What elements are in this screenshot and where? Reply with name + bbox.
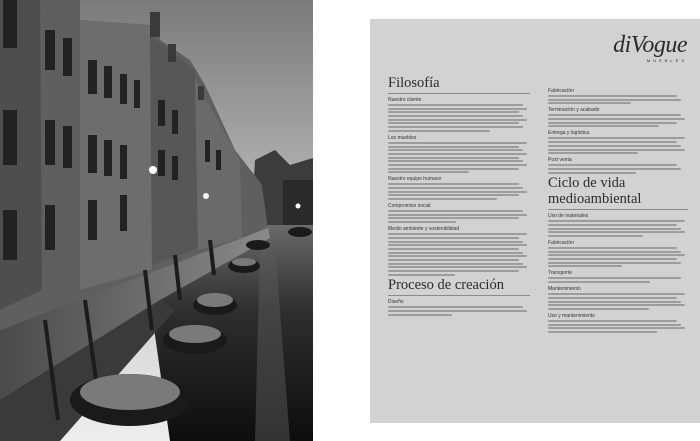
text-line <box>548 224 677 226</box>
text-line <box>548 145 681 147</box>
text-line <box>388 142 527 144</box>
text-line <box>388 104 523 106</box>
body-paragraph <box>388 104 530 132</box>
body-paragraph <box>388 183 530 200</box>
section-heading: Diseño <box>388 299 404 306</box>
text-line <box>388 255 527 257</box>
text-line <box>548 324 681 326</box>
section-heading: Mantenimiento <box>548 286 581 293</box>
text-line <box>388 241 523 243</box>
text-line <box>388 306 523 308</box>
text-line <box>388 210 523 212</box>
body-paragraph <box>388 142 530 174</box>
body-paragraph <box>548 114 688 127</box>
section-heading: Nuestro equipo humano <box>388 176 442 183</box>
section-heading: Uso de materiales <box>548 213 589 220</box>
text-line <box>548 277 681 279</box>
text-line <box>548 235 643 237</box>
text-line <box>548 141 677 143</box>
text-line <box>388 270 519 272</box>
section-heading: Los muebles <box>388 134 417 141</box>
text-line <box>388 314 452 316</box>
text-line <box>548 247 677 249</box>
text-line <box>548 297 677 299</box>
text-line <box>388 248 519 250</box>
text-line <box>388 187 523 189</box>
text-line <box>548 308 649 310</box>
text-line <box>388 221 456 223</box>
body-paragraph <box>548 164 688 173</box>
section-heading: Nuestro cliente <box>388 97 422 103</box>
body-paragraph <box>388 306 530 315</box>
text-line <box>388 237 519 239</box>
body-paragraph <box>548 293 688 310</box>
text-line <box>548 262 681 264</box>
title-divider <box>388 93 530 94</box>
text-line <box>548 320 677 322</box>
text-line <box>388 108 527 110</box>
text-line <box>388 214 527 216</box>
text-line <box>388 263 523 265</box>
text-line <box>548 164 677 166</box>
text-line <box>388 310 527 312</box>
text-line <box>388 126 523 128</box>
text-line <box>388 119 527 121</box>
brand-tagline: MUEBLES <box>646 58 687 63</box>
text-line <box>548 149 685 151</box>
text-line <box>388 252 523 254</box>
text-line <box>548 327 685 329</box>
text-line <box>548 95 677 97</box>
section-heading: Fabricación <box>548 88 574 94</box>
text-line <box>388 111 519 113</box>
text-line <box>548 265 622 267</box>
text-line <box>388 194 519 196</box>
section-heading: Terminación y acabado <box>548 107 600 114</box>
body-paragraph <box>388 233 530 276</box>
body-paragraph <box>388 210 530 223</box>
text-line <box>548 114 681 116</box>
body-paragraph <box>548 277 688 283</box>
venice-canal-photo <box>0 0 313 441</box>
section-title: Proceso de creación <box>388 277 504 294</box>
text-line <box>388 130 490 132</box>
text-line <box>548 168 681 170</box>
text-line <box>548 137 685 139</box>
text-line <box>388 233 527 235</box>
brochure-page <box>370 19 700 423</box>
text-line <box>388 259 519 261</box>
body-paragraph <box>548 220 688 237</box>
text-line <box>388 164 527 166</box>
text-line <box>388 157 519 159</box>
section-heading: Entrega y logística <box>548 130 590 137</box>
section-heading: Transporte <box>548 270 572 277</box>
text-line <box>388 244 527 246</box>
right-text-column <box>548 85 688 335</box>
text-line <box>548 293 685 295</box>
text-line <box>548 125 659 127</box>
text-line <box>548 251 681 253</box>
text-line <box>548 281 650 283</box>
text-line <box>388 217 519 219</box>
text-line <box>548 231 685 233</box>
text-line <box>388 122 519 124</box>
text-line <box>388 191 527 193</box>
section-heading: Uso y mantenimiento <box>548 312 595 319</box>
body-paragraph <box>548 137 688 154</box>
text-line <box>388 160 523 162</box>
text-line <box>388 266 527 268</box>
text-line <box>388 149 523 151</box>
brand-name: diVogue <box>613 32 687 58</box>
text-line <box>548 258 677 260</box>
title-divider <box>548 209 688 210</box>
text-line <box>388 198 497 200</box>
body-paragraph <box>548 247 688 267</box>
left-text-column <box>388 75 530 317</box>
body-paragraph <box>548 320 688 333</box>
section-heading: Medio ambiente y sostenibilidad <box>388 226 460 233</box>
text-line <box>548 301 681 303</box>
section-heading: Compromiso social <box>388 203 431 210</box>
text-line <box>388 168 519 170</box>
brand-logo <box>613 33 687 63</box>
text-line <box>548 122 677 124</box>
body-paragraph <box>548 95 688 104</box>
text-line <box>548 228 681 230</box>
title-divider <box>388 295 530 296</box>
text-line <box>548 254 685 256</box>
text-line <box>548 331 657 333</box>
text-line <box>388 153 527 155</box>
text-line <box>388 171 469 173</box>
text-line <box>548 304 685 306</box>
section-heading: Fabricación <box>548 240 574 246</box>
section-title: Filosofía <box>388 75 440 91</box>
text-line <box>388 115 523 117</box>
text-line <box>388 146 519 148</box>
text-line <box>548 99 681 101</box>
text-line <box>388 183 519 185</box>
text-line <box>548 118 685 120</box>
text-line <box>388 274 455 276</box>
text-line <box>548 172 636 174</box>
text-line <box>548 220 685 222</box>
section-heading: Post venta <box>548 157 572 164</box>
text-line <box>548 152 638 154</box>
text-line <box>548 102 631 104</box>
section-title: Ciclo de vida medioambiental <box>548 175 642 208</box>
